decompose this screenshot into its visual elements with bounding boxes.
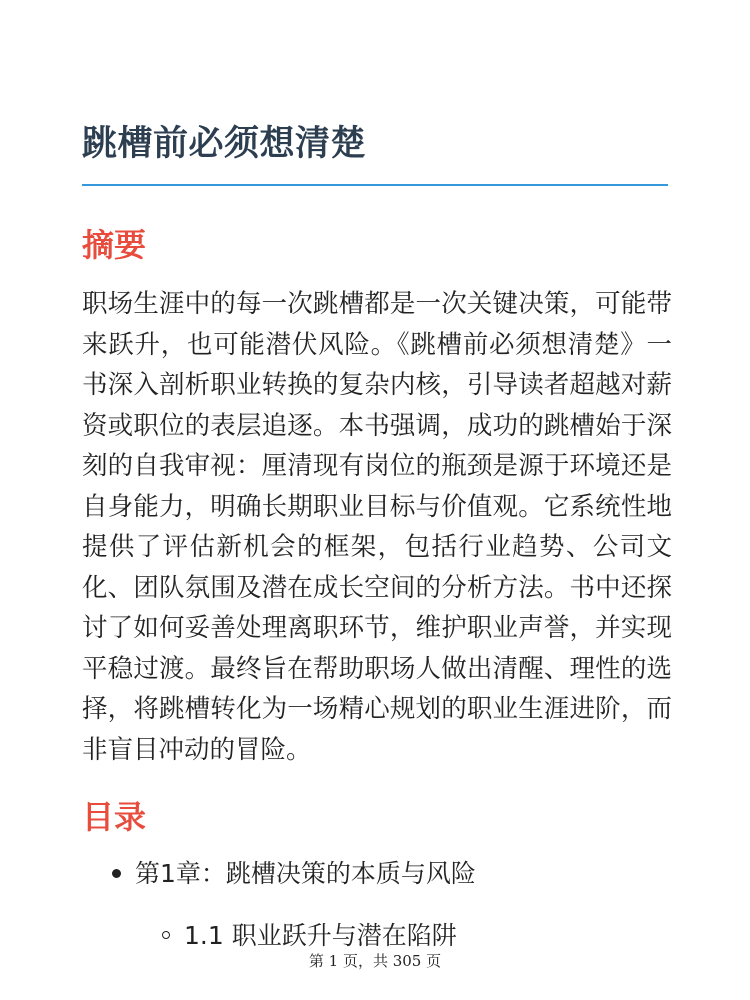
toc-chapter-item[interactable] (112, 854, 476, 894)
page-number-footer: 第 1 页，共 305 页 (308, 952, 442, 970)
toc-section-label: 1.1 职业跃升与潜在陷阱 (184, 921, 457, 950)
hollow-bullet-icon (162, 931, 170, 939)
summary-heading: 摘要 (82, 226, 147, 264)
summary-paragraph: 职场生涯中的每一次跳槽都是一次关键决策，可能带来跃升，也可能潜伏风险。《跳槽前必须想清楚》一书深入剖析职业转换的复杂内核，引导读者超越对薪资或职位的表层追逐。本书强调，成功的跳槽始于深刻的自我审视：厘清现有岗位的瓶颈是源于环境还是自身能力，明确长期职业目标与价值观。它系统性地提供了评估新机会的框架，包括行业趋势、公司文化、团队氛围及潜在成长空间的分析方法。书中还探讨了如何妥善处理离职环节，维护职业声誉，并实现平稳过渡。最终旨在帮助职场人做出清醒、理性的选择，将跳槽转化为一场精心规划的职业生涯进阶，而非盲目冲动的冒险。 (82, 289, 672, 765)
title-divider (82, 184, 668, 186)
toc-chapter-label: 第1章：跳槽决策的本质与风险 (135, 859, 476, 888)
toc-heading: 目录 (82, 798, 147, 836)
filled-bullet-icon (112, 869, 121, 878)
page-title: 跳槽前必须想清楚 (82, 124, 367, 164)
